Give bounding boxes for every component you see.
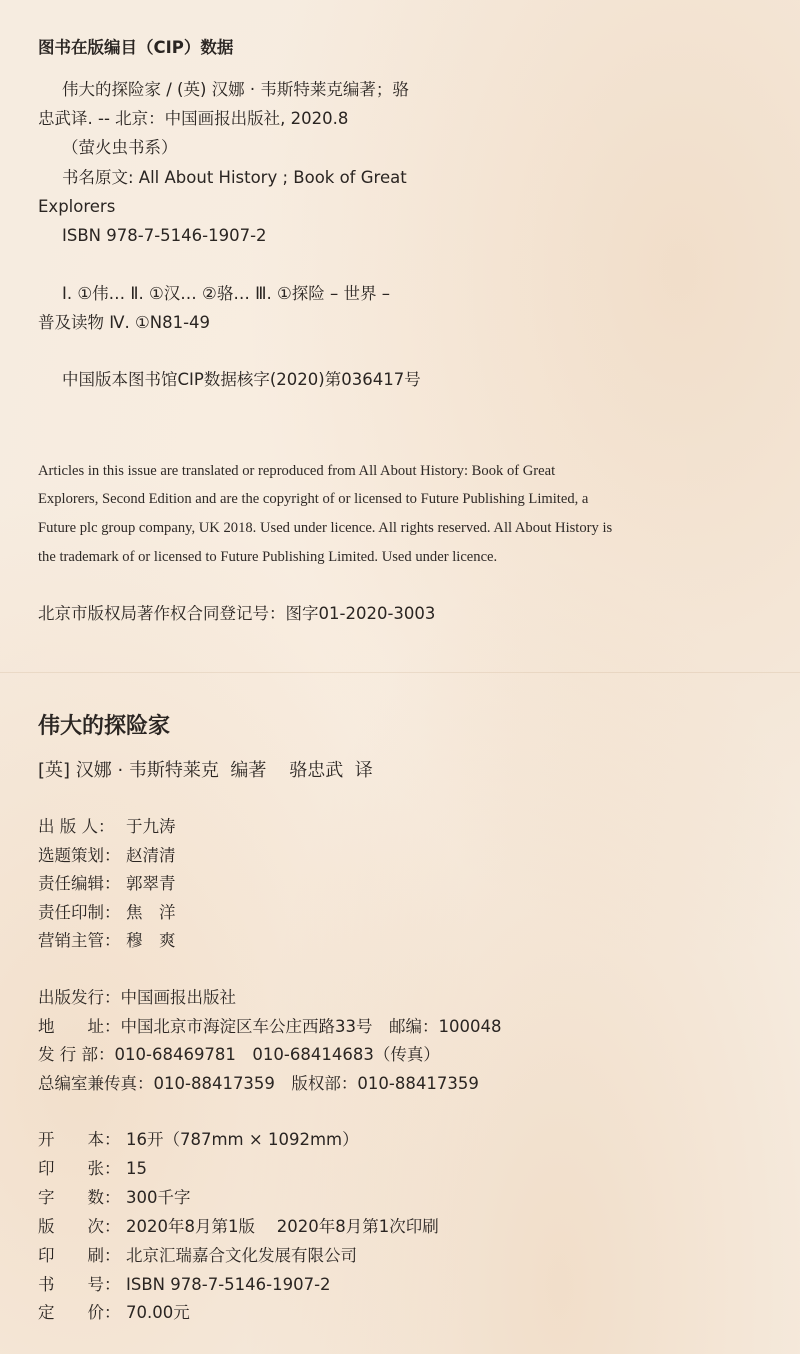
credits-row (38, 874, 176, 894)
cip-line: 伟大的探险家 / (英) 汉娜 · 韦斯特莱克编著；骆 (62, 80, 409, 99)
row-value: 于九涛 (126, 817, 176, 836)
publisher-row (38, 1045, 440, 1065)
cip-isbn: ISBN 978-7-5146-1907-2 (62, 226, 267, 245)
row-value: 北京汇瑞嘉合文化发展有限公司 (126, 1245, 357, 1265)
row-value: 010-68469781 010-68414683（传真） (114, 1045, 440, 1065)
book-authors: [英] 汉娜 · 韦斯特莱克 编著 骆忠武 译 (38, 760, 373, 781)
row-label: 地 址： (38, 1016, 121, 1036)
cip-class: Ⅰ. ①伟… Ⅱ. ①汉… ②骆… Ⅲ. ①探险 – 世界 – (62, 284, 390, 303)
row-value: ISBN 978-7-5146-1907-2 (126, 1274, 331, 1294)
row-value: 中国画报出版社 (120, 988, 236, 1007)
page-fold (0, 672, 800, 673)
license-line: Articles in this issue are translated or reproduced from All About History: Book of Great (38, 463, 556, 479)
specs-row (38, 1130, 359, 1150)
row-label: 营销主管： (38, 931, 121, 950)
row-label: 字 数： (38, 1187, 121, 1207)
row-value: 70.00元 (126, 1303, 190, 1323)
specs-row (38, 1303, 190, 1323)
row-label: 印 张： (38, 1158, 121, 1178)
license-line: the trademark of or licensed to Future Publishing Limited. Used under licence. (38, 549, 498, 565)
row-label: 责任印制： (38, 902, 121, 922)
row-value: 穆 爽 (126, 931, 176, 950)
row-value: 中国北京市海淀区车公庄西路33号 邮编：100048 (120, 1016, 502, 1036)
cip-line: Explorers (38, 197, 116, 216)
credits-row (38, 817, 176, 837)
publisher-row (38, 988, 236, 1008)
row-value: 010-88417359 版权部：010-88417359 (153, 1074, 479, 1094)
cip-line: 书名原文: All About History ; Book of Great (62, 168, 407, 187)
license-line: Explorers, Second Edition and are the copyright of or licensed to Future Publishing Limited, a (38, 491, 589, 507)
row-value: 2020年8月第1版 2020年8月第1次印刷 (126, 1216, 439, 1236)
license-line: Future plc group company, UK 2018. Used under licence. All rights reserved. All About History is (38, 520, 613, 536)
specs-row (38, 1188, 191, 1208)
row-label: 印 刷： (38, 1245, 121, 1265)
row-label: 开 本： (38, 1130, 121, 1149)
row-value: 赵清清 (126, 845, 176, 865)
cip-number: 中国版本图书馆CIP数据核字(2020)第036417号 (62, 370, 421, 389)
row-value: 15 (126, 1158, 147, 1178)
publisher-row (38, 1017, 501, 1037)
cip-line: 忠武译. -- 北京：中国画报出版社, 2020.8 (38, 109, 349, 128)
row-label: 定 价： (38, 1303, 121, 1323)
specs-row (38, 1246, 357, 1266)
row-value: 300千字 (126, 1187, 191, 1207)
specs-row (38, 1217, 439, 1237)
specs-row (38, 1275, 331, 1295)
specs-row (38, 1159, 147, 1179)
row-label: 书 号： (38, 1274, 121, 1294)
row-value: 焦 洋 (126, 902, 176, 922)
row-label: 总编室兼传真： (38, 1074, 154, 1094)
row-value: 16开（787mm × 1092mm） (126, 1130, 359, 1149)
row-label: 版 次： (38, 1216, 121, 1236)
cip-heading: 图书在版编目（CIP）数据 (38, 38, 234, 57)
row-label: 选题策划： (38, 845, 121, 865)
row-label: 发 行 部： (38, 1045, 115, 1065)
row-label: 出 版 人： (38, 817, 115, 836)
credits-row (38, 903, 176, 923)
book-title: 伟大的探险家 (38, 714, 171, 739)
row-value: 郭翠青 (126, 874, 176, 893)
row-label: 责任编辑： (38, 874, 121, 893)
publisher-row (38, 1074, 479, 1094)
cip-line: （萤火虫书系） (62, 138, 178, 157)
credits-row (38, 846, 176, 866)
row-label: 出版发行： (38, 988, 121, 1007)
copyright-registration: 北京市版权局著作权合同登记号：图字01-2020-3003 (38, 604, 436, 623)
cip-class: 普及读物 Ⅳ. ①N81-49 (38, 313, 211, 332)
credits-row (38, 931, 176, 951)
